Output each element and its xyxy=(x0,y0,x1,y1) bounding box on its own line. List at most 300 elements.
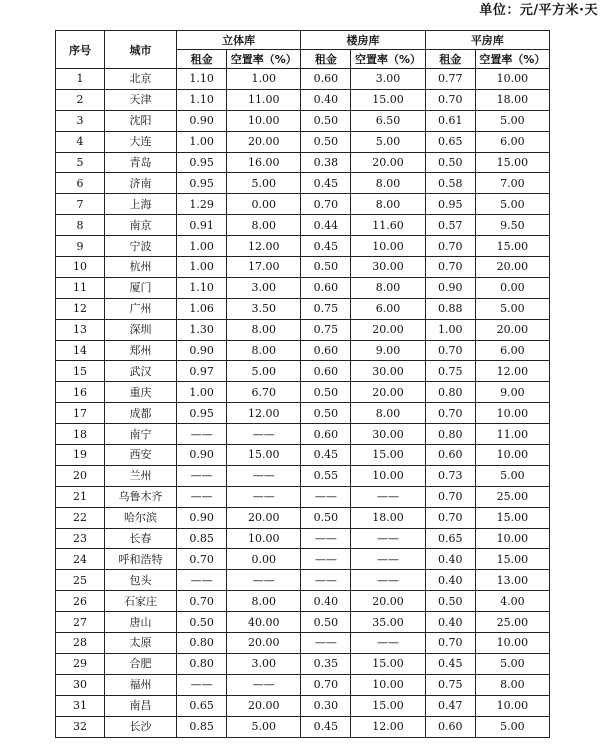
single-storey-vacancy-cell: 15.00 xyxy=(475,236,549,257)
multistorey-rent-cell: 0.50 xyxy=(301,257,351,278)
table-row xyxy=(56,110,550,131)
single-storey-rent-cell: 0.70 xyxy=(425,236,475,257)
stereo-rent-cell: —— xyxy=(177,486,227,507)
stereo-vacancy-cell: 10.00 xyxy=(227,528,301,549)
single-storey-vacancy-cell: 10.00 xyxy=(475,633,549,654)
row-index-cell: 25 xyxy=(56,570,105,591)
single-storey-rent-cell: 0.40 xyxy=(425,612,475,633)
row-index-cell: 29 xyxy=(56,653,105,674)
single-storey-rent-cell: 0.57 xyxy=(425,215,475,236)
single-storey-rent-cell: 0.70 xyxy=(425,340,475,361)
stereo-rent-cell: 0.91 xyxy=(177,215,227,236)
city-name-cell: 兰州 xyxy=(105,465,177,486)
table-row xyxy=(56,89,550,110)
city-name-cell: 济南 xyxy=(105,173,177,194)
single-storey-rent-cell: 0.65 xyxy=(425,528,475,549)
row-index-cell: 17 xyxy=(56,403,105,424)
row-index-cell: 6 xyxy=(56,173,105,194)
row-index-cell: 12 xyxy=(56,298,105,319)
single-storey-rent-cell: 0.70 xyxy=(425,89,475,110)
city-name-cell: 长沙 xyxy=(105,716,177,737)
single-storey-rent-cell: 0.77 xyxy=(425,69,475,90)
city-name-cell: 哈尔滨 xyxy=(105,507,177,528)
city-name-cell: 上海 xyxy=(105,194,177,215)
city-name-cell: 石家庄 xyxy=(105,591,177,612)
multistorey-vacancy-cell: —— xyxy=(351,549,425,570)
single-storey-vacancy-cell: 9.00 xyxy=(475,382,549,403)
stereo-vacancy-cell: 40.00 xyxy=(227,612,301,633)
table-row xyxy=(56,69,550,90)
multistorey-rent-cell: 0.45 xyxy=(301,236,351,257)
stereo-rent-cell: 1.10 xyxy=(177,277,227,298)
table-row xyxy=(56,549,550,570)
multistorey-rent-cell: 0.45 xyxy=(301,173,351,194)
multistorey-vacancy-cell: —— xyxy=(351,570,425,591)
city-name-cell: 呼和浩特 xyxy=(105,549,177,570)
stereo-rent-cell: 0.90 xyxy=(177,507,227,528)
city-name-cell: 青岛 xyxy=(105,152,177,173)
row-index-cell: 32 xyxy=(56,716,105,737)
row-index-cell: 13 xyxy=(56,319,105,340)
city-name-cell: 重庆 xyxy=(105,382,177,403)
row-index-cell: 15 xyxy=(56,361,105,382)
multistorey-vacancy-cell: —— xyxy=(351,528,425,549)
multistorey-rent-cell: 0.50 xyxy=(301,403,351,424)
single-storey-rent-cell: 0.47 xyxy=(425,695,475,716)
stereo-vacancy-cell: —— xyxy=(227,570,301,591)
multistorey-rent-cell: 0.70 xyxy=(301,674,351,695)
header-city: 城市 xyxy=(105,31,177,69)
stereo-vacancy-cell: 16.00 xyxy=(227,152,301,173)
multistorey-rent-cell: 0.60 xyxy=(301,277,351,298)
city-name-cell: 杭州 xyxy=(105,257,177,278)
multistorey-rent-cell: 0.35 xyxy=(301,653,351,674)
multistorey-vacancy-cell: 9.00 xyxy=(351,340,425,361)
multistorey-rent-cell: 0.44 xyxy=(301,215,351,236)
city-name-cell: 宁波 xyxy=(105,236,177,257)
stereo-vacancy-cell: 12.00 xyxy=(227,403,301,424)
header-rent: 租金 xyxy=(177,50,227,69)
row-index-cell: 21 xyxy=(56,486,105,507)
stereo-vacancy-cell: 8.00 xyxy=(227,591,301,612)
header-group-stereo: 立体库 xyxy=(177,31,301,50)
table-row xyxy=(56,591,550,612)
table-row xyxy=(56,152,550,173)
multistorey-vacancy-cell: —— xyxy=(351,486,425,507)
table-row xyxy=(56,382,550,403)
city-name-cell: 乌鲁木齐 xyxy=(105,486,177,507)
multistorey-rent-cell: 0.50 xyxy=(301,131,351,152)
single-storey-rent-cell: 0.40 xyxy=(425,570,475,591)
stereo-rent-cell: 1.10 xyxy=(177,69,227,90)
row-index-cell: 5 xyxy=(56,152,105,173)
header-vacancy: 空置率（%） xyxy=(227,50,301,69)
multistorey-rent-cell: 0.50 xyxy=(301,110,351,131)
single-storey-rent-cell: 0.70 xyxy=(425,486,475,507)
multistorey-vacancy-cell: 10.00 xyxy=(351,674,425,695)
stereo-rent-cell: 1.00 xyxy=(177,131,227,152)
stereo-rent-cell: 0.90 xyxy=(177,340,227,361)
stereo-rent-cell: —— xyxy=(177,570,227,591)
table-row xyxy=(56,257,550,278)
multistorey-rent-cell: —— xyxy=(301,528,351,549)
stereo-rent-cell: 1.10 xyxy=(177,89,227,110)
table-row xyxy=(56,570,550,591)
table-body xyxy=(56,69,550,738)
single-storey-vacancy-cell: 6.00 xyxy=(475,131,549,152)
multistorey-rent-cell: 0.30 xyxy=(301,695,351,716)
single-storey-rent-cell: 0.70 xyxy=(425,507,475,528)
single-storey-vacancy-cell: 15.00 xyxy=(475,507,549,528)
stereo-rent-cell: —— xyxy=(177,674,227,695)
multistorey-vacancy-cell: 8.00 xyxy=(351,277,425,298)
stereo-rent-cell: 0.50 xyxy=(177,612,227,633)
stereo-rent-cell: 0.65 xyxy=(177,695,227,716)
stereo-vacancy-cell: 1.00 xyxy=(227,69,301,90)
row-index-cell: 26 xyxy=(56,591,105,612)
multistorey-vacancy-cell: 6.00 xyxy=(351,298,425,319)
stereo-vacancy-cell: —— xyxy=(227,486,301,507)
stereo-rent-cell: 0.95 xyxy=(177,173,227,194)
city-name-cell: 唐山 xyxy=(105,612,177,633)
city-name-cell: 北京 xyxy=(105,69,177,90)
single-storey-vacancy-cell: 6.00 xyxy=(475,340,549,361)
table-row xyxy=(56,340,550,361)
stereo-vacancy-cell: —— xyxy=(227,424,301,445)
city-name-cell: 包头 xyxy=(105,570,177,591)
multistorey-vacancy-cell: 8.00 xyxy=(351,173,425,194)
stereo-vacancy-cell: 5.00 xyxy=(227,173,301,194)
multistorey-vacancy-cell: 10.00 xyxy=(351,236,425,257)
table-row xyxy=(56,653,550,674)
table-row xyxy=(56,695,550,716)
single-storey-vacancy-cell: 13.00 xyxy=(475,570,549,591)
city-name-cell: 武汉 xyxy=(105,361,177,382)
single-storey-vacancy-cell: 5.00 xyxy=(475,194,549,215)
single-storey-vacancy-cell: 7.00 xyxy=(475,173,549,194)
stereo-rent-cell: 0.97 xyxy=(177,361,227,382)
multistorey-vacancy-cell: —— xyxy=(351,633,425,654)
row-index-cell: 9 xyxy=(56,236,105,257)
stereo-rent-cell: 0.85 xyxy=(177,716,227,737)
multistorey-rent-cell: 0.50 xyxy=(301,382,351,403)
single-storey-vacancy-cell: 5.00 xyxy=(475,110,549,131)
city-name-cell: 南京 xyxy=(105,215,177,236)
single-storey-vacancy-cell: 15.00 xyxy=(475,549,549,570)
stereo-rent-cell: 0.80 xyxy=(177,653,227,674)
stereo-rent-cell: 0.90 xyxy=(177,445,227,466)
stereo-vacancy-cell: 3.00 xyxy=(227,277,301,298)
table-row xyxy=(56,528,550,549)
stereo-vacancy-cell: 20.00 xyxy=(227,507,301,528)
row-index-cell: 11 xyxy=(56,277,105,298)
row-index-cell: 23 xyxy=(56,528,105,549)
multistorey-rent-cell: 0.45 xyxy=(301,716,351,737)
table-row xyxy=(56,194,550,215)
stereo-vacancy-cell: 20.00 xyxy=(227,695,301,716)
warehouse-rent-table xyxy=(55,30,550,738)
city-name-cell: 西安 xyxy=(105,445,177,466)
row-index-cell: 3 xyxy=(56,110,105,131)
unit-label: 单位：元/平方米·天 xyxy=(479,3,598,18)
multistorey-rent-cell: 0.40 xyxy=(301,591,351,612)
stereo-vacancy-cell: 3.50 xyxy=(227,298,301,319)
table-row xyxy=(56,486,550,507)
multistorey-vacancy-cell: 12.00 xyxy=(351,716,425,737)
stereo-vacancy-cell: —— xyxy=(227,674,301,695)
header-rent: 租金 xyxy=(425,50,475,69)
city-name-cell: 南宁 xyxy=(105,424,177,445)
multistorey-rent-cell: —— xyxy=(301,570,351,591)
multistorey-rent-cell: 0.70 xyxy=(301,194,351,215)
stereo-vacancy-cell: 5.00 xyxy=(227,361,301,382)
single-storey-vacancy-cell: 8.00 xyxy=(475,674,549,695)
row-index-cell: 7 xyxy=(56,194,105,215)
multistorey-rent-cell: —— xyxy=(301,549,351,570)
single-storey-rent-cell: 0.75 xyxy=(425,361,475,382)
multistorey-vacancy-cell: 11.60 xyxy=(351,215,425,236)
multistorey-vacancy-cell: 10.00 xyxy=(351,465,425,486)
table-row xyxy=(56,277,550,298)
single-storey-rent-cell: 0.50 xyxy=(425,591,475,612)
table-row xyxy=(56,173,550,194)
table-row xyxy=(56,674,550,695)
stereo-vacancy-cell: 3.00 xyxy=(227,653,301,674)
multistorey-vacancy-cell: 30.00 xyxy=(351,361,425,382)
stereo-rent-cell: 1.30 xyxy=(177,319,227,340)
single-storey-vacancy-cell: 10.00 xyxy=(475,695,549,716)
single-storey-rent-cell: 0.60 xyxy=(425,716,475,737)
multistorey-rent-cell: 0.50 xyxy=(301,612,351,633)
single-storey-vacancy-cell: 18.00 xyxy=(475,89,549,110)
table-row xyxy=(56,424,550,445)
row-index-cell: 27 xyxy=(56,612,105,633)
multistorey-rent-cell: 0.45 xyxy=(301,445,351,466)
table-row xyxy=(56,612,550,633)
single-storey-vacancy-cell: 0.00 xyxy=(475,277,549,298)
stereo-vacancy-cell: 15.00 xyxy=(227,445,301,466)
single-storey-rent-cell: 0.80 xyxy=(425,424,475,445)
city-name-cell: 长春 xyxy=(105,528,177,549)
multistorey-vacancy-cell: 8.00 xyxy=(351,403,425,424)
stereo-rent-cell: 1.29 xyxy=(177,194,227,215)
multistorey-vacancy-cell: 20.00 xyxy=(351,319,425,340)
multistorey-rent-cell: —— xyxy=(301,486,351,507)
header-group-multistorey: 楼房库 xyxy=(301,31,425,50)
table-row xyxy=(56,131,550,152)
multistorey-rent-cell: 0.75 xyxy=(301,319,351,340)
stereo-rent-cell: —— xyxy=(177,465,227,486)
row-index-cell: 24 xyxy=(56,549,105,570)
single-storey-vacancy-cell: 5.00 xyxy=(475,298,549,319)
row-index-cell: 19 xyxy=(56,445,105,466)
multistorey-vacancy-cell: 5.00 xyxy=(351,131,425,152)
multistorey-vacancy-cell: 15.00 xyxy=(351,695,425,716)
single-storey-rent-cell: 0.65 xyxy=(425,131,475,152)
stereo-rent-cell: 0.85 xyxy=(177,528,227,549)
stereo-vacancy-cell: 12.00 xyxy=(227,236,301,257)
stereo-rent-cell: 0.95 xyxy=(177,152,227,173)
multistorey-vacancy-cell: 35.00 xyxy=(351,612,425,633)
table-row xyxy=(56,633,550,654)
single-storey-rent-cell: 0.70 xyxy=(425,633,475,654)
stereo-vacancy-cell: 8.00 xyxy=(227,340,301,361)
single-storey-vacancy-cell: 25.00 xyxy=(475,486,549,507)
single-storey-rent-cell: 0.80 xyxy=(425,382,475,403)
stereo-vacancy-cell: 8.00 xyxy=(227,215,301,236)
stereo-rent-cell: 0.95 xyxy=(177,403,227,424)
header-vacancy: 空置率（%） xyxy=(351,50,425,69)
multistorey-vacancy-cell: 6.50 xyxy=(351,110,425,131)
city-name-cell: 南昌 xyxy=(105,695,177,716)
row-index-cell: 2 xyxy=(56,89,105,110)
stereo-vacancy-cell: 6.70 xyxy=(227,382,301,403)
multistorey-rent-cell: 0.50 xyxy=(301,507,351,528)
multistorey-vacancy-cell: 8.00 xyxy=(351,194,425,215)
stereo-rent-cell: 0.90 xyxy=(177,110,227,131)
table-row xyxy=(56,215,550,236)
stereo-rent-cell: 1.06 xyxy=(177,298,227,319)
table-row xyxy=(56,465,550,486)
single-storey-vacancy-cell: 10.00 xyxy=(475,445,549,466)
single-storey-vacancy-cell: 9.50 xyxy=(475,215,549,236)
stereo-rent-cell: 1.00 xyxy=(177,382,227,403)
single-storey-rent-cell: 0.45 xyxy=(425,653,475,674)
single-storey-vacancy-cell: 25.00 xyxy=(475,612,549,633)
table-row xyxy=(56,445,550,466)
header-vacancy: 空置率（%） xyxy=(475,50,549,69)
multistorey-vacancy-cell: 15.00 xyxy=(351,89,425,110)
city-name-cell: 福州 xyxy=(105,674,177,695)
single-storey-rent-cell: 0.88 xyxy=(425,298,475,319)
single-storey-vacancy-cell: 20.00 xyxy=(475,319,549,340)
multistorey-vacancy-cell: 20.00 xyxy=(351,382,425,403)
single-storey-rent-cell: 0.73 xyxy=(425,465,475,486)
single-storey-vacancy-cell: 15.00 xyxy=(475,152,549,173)
multistorey-vacancy-cell: 20.00 xyxy=(351,152,425,173)
multistorey-rent-cell: 0.38 xyxy=(301,152,351,173)
stereo-vacancy-cell: 0.00 xyxy=(227,194,301,215)
city-name-cell: 厦门 xyxy=(105,277,177,298)
multistorey-vacancy-cell: 30.00 xyxy=(351,424,425,445)
single-storey-rent-cell: 0.95 xyxy=(425,194,475,215)
multistorey-rent-cell: 0.60 xyxy=(301,69,351,90)
multistorey-vacancy-cell: 15.00 xyxy=(351,653,425,674)
header-group-single-storey: 平房库 xyxy=(425,31,549,50)
single-storey-rent-cell: 0.58 xyxy=(425,173,475,194)
multistorey-vacancy-cell: 20.00 xyxy=(351,591,425,612)
multistorey-vacancy-cell: 30.00 xyxy=(351,257,425,278)
single-storey-vacancy-cell: 20.00 xyxy=(475,257,549,278)
city-name-cell: 沈阳 xyxy=(105,110,177,131)
single-storey-vacancy-cell: 12.00 xyxy=(475,361,549,382)
single-storey-vacancy-cell: 4.00 xyxy=(475,591,549,612)
row-index-cell: 14 xyxy=(56,340,105,361)
stereo-vacancy-cell: 11.00 xyxy=(227,89,301,110)
single-storey-vacancy-cell: 10.00 xyxy=(475,69,549,90)
stereo-vacancy-cell: 0.00 xyxy=(227,549,301,570)
single-storey-vacancy-cell: 10.00 xyxy=(475,403,549,424)
multistorey-rent-cell: 0.40 xyxy=(301,89,351,110)
table-row xyxy=(56,507,550,528)
table-row xyxy=(56,236,550,257)
city-name-cell: 合肥 xyxy=(105,653,177,674)
stereo-vacancy-cell: —— xyxy=(227,465,301,486)
table-row xyxy=(56,298,550,319)
header-rent: 租金 xyxy=(301,50,351,69)
row-index-cell: 10 xyxy=(56,257,105,278)
city-name-cell: 成都 xyxy=(105,403,177,424)
stereo-vacancy-cell: 20.00 xyxy=(227,633,301,654)
stereo-rent-cell: 0.70 xyxy=(177,591,227,612)
single-storey-rent-cell: 0.90 xyxy=(425,277,475,298)
multistorey-rent-cell: —— xyxy=(301,633,351,654)
city-name-cell: 太原 xyxy=(105,633,177,654)
multistorey-rent-cell: 0.60 xyxy=(301,424,351,445)
single-storey-vacancy-cell: 10.00 xyxy=(475,528,549,549)
city-name-cell: 天津 xyxy=(105,89,177,110)
multistorey-rent-cell: 0.75 xyxy=(301,298,351,319)
single-storey-rent-cell: 0.75 xyxy=(425,674,475,695)
stereo-rent-cell: 0.80 xyxy=(177,633,227,654)
row-index-cell: 16 xyxy=(56,382,105,403)
single-storey-vacancy-cell: 5.00 xyxy=(475,716,549,737)
single-storey-rent-cell: 0.40 xyxy=(425,549,475,570)
stereo-rent-cell: —— xyxy=(177,424,227,445)
row-index-cell: 31 xyxy=(56,695,105,716)
stereo-vacancy-cell: 5.00 xyxy=(227,716,301,737)
header-index: 序号 xyxy=(56,31,105,69)
single-storey-rent-cell: 0.50 xyxy=(425,152,475,173)
row-index-cell: 20 xyxy=(56,465,105,486)
single-storey-rent-cell: 1.00 xyxy=(425,319,475,340)
table-row xyxy=(56,403,550,424)
row-index-cell: 1 xyxy=(56,69,105,90)
city-name-cell: 深圳 xyxy=(105,319,177,340)
row-index-cell: 18 xyxy=(56,424,105,445)
city-name-cell: 大连 xyxy=(105,131,177,152)
stereo-vacancy-cell: 20.00 xyxy=(227,131,301,152)
single-storey-rent-cell: 0.61 xyxy=(425,110,475,131)
single-storey-vacancy-cell: 5.00 xyxy=(475,653,549,674)
city-name-cell: 广州 xyxy=(105,298,177,319)
row-index-cell: 22 xyxy=(56,507,105,528)
single-storey-vacancy-cell: 5.00 xyxy=(475,465,549,486)
multistorey-vacancy-cell: 15.00 xyxy=(351,445,425,466)
table-row xyxy=(56,361,550,382)
row-index-cell: 28 xyxy=(56,633,105,654)
single-storey-vacancy-cell: 11.00 xyxy=(475,424,549,445)
multistorey-rent-cell: 0.55 xyxy=(301,465,351,486)
stereo-vacancy-cell: 10.00 xyxy=(227,110,301,131)
city-name-cell: 郑州 xyxy=(105,340,177,361)
single-storey-rent-cell: 0.70 xyxy=(425,257,475,278)
stereo-vacancy-cell: 8.00 xyxy=(227,319,301,340)
row-index-cell: 8 xyxy=(56,215,105,236)
multistorey-vacancy-cell: 18.00 xyxy=(351,507,425,528)
stereo-rent-cell: 0.70 xyxy=(177,549,227,570)
stereo-vacancy-cell: 17.00 xyxy=(227,257,301,278)
stereo-rent-cell: 1.00 xyxy=(177,257,227,278)
row-index-cell: 30 xyxy=(56,674,105,695)
row-index-cell: 4 xyxy=(56,131,105,152)
single-storey-rent-cell: 0.60 xyxy=(425,445,475,466)
stereo-rent-cell: 1.00 xyxy=(177,236,227,257)
table-row xyxy=(56,319,550,340)
multistorey-rent-cell: 0.60 xyxy=(301,340,351,361)
multistorey-rent-cell: 0.60 xyxy=(301,361,351,382)
single-storey-rent-cell: 0.70 xyxy=(425,403,475,424)
